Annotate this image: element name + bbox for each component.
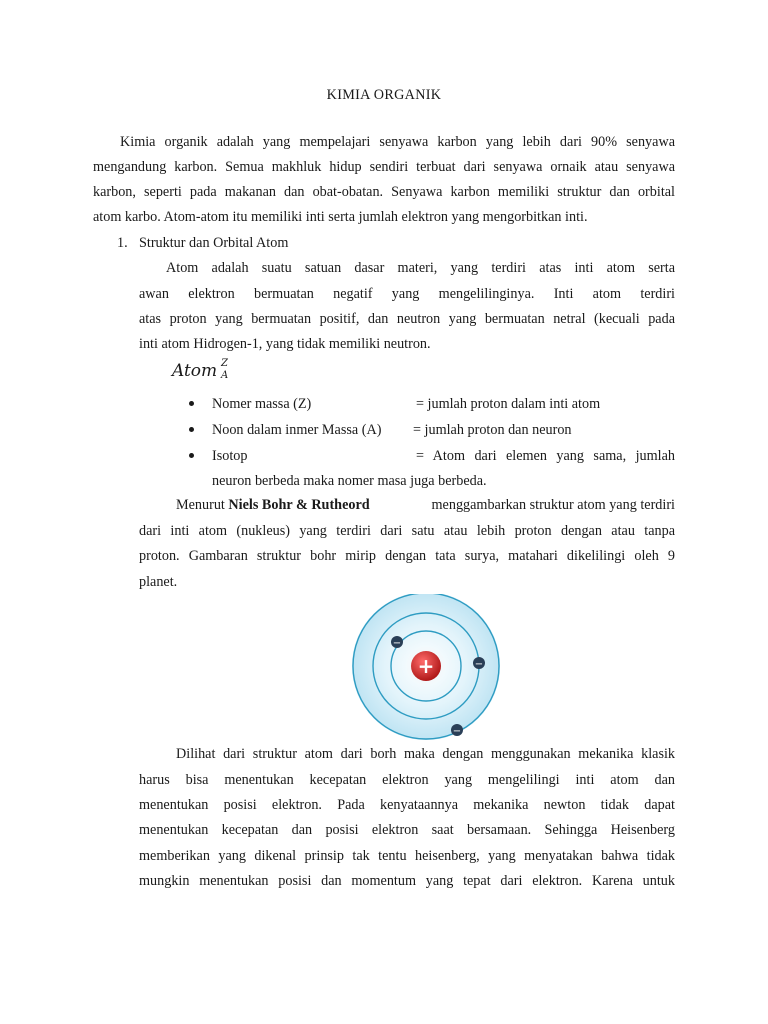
bohr-bold-names: Niels Bohr & Rutheord xyxy=(228,497,370,513)
bullet-definition-2: = jumlah proton dan neuron xyxy=(413,422,572,438)
nucleus-plus-icon: + xyxy=(417,654,435,678)
atom-para-line-2: awan elektron bermuatan negatif yang mengelilinginya. Inti atom terdiri xyxy=(139,286,675,302)
intro-line-3: karbon, seperti pada makanan dan obat-obatan. Senyawa karbon memiliki struktur dan orbital xyxy=(93,184,675,200)
electron-minus-icon: − xyxy=(474,659,484,670)
electron-minus-icon: − xyxy=(392,638,402,649)
bullet-term-1: Nomer massa (Z) xyxy=(212,396,312,412)
heisenberg-line-1: Dilihat dari struktur atom dari borh maka dengan menggunakan mekanika klasik xyxy=(176,746,675,762)
atom-para-line-1: Atom adalah suatu satuan dasar materi, yang terdiri atas inti atom serta xyxy=(166,260,675,276)
heisenberg-line-5: memberikan yang dikenal prinsip tak tentu heisenberg, yang menyatakan bahwa tidak xyxy=(139,848,675,864)
bohr-lead: Menurut xyxy=(176,497,225,513)
bullet-term-3: Isotop xyxy=(212,448,248,464)
formula-subscript: A xyxy=(221,370,229,381)
section-number: 1. xyxy=(117,235,128,251)
bohr-atom-diagram xyxy=(346,594,506,742)
heisenberg-line-2: harus bisa menentukan kecepatan elektron yang mengelilingi inti atom dan xyxy=(139,772,675,788)
heisenberg-line-4: menentukan kecepatan dan posisi elektron saat bersamaan. Sehingga Heisenberg xyxy=(139,822,675,838)
electron-minus-icon: − xyxy=(452,726,462,737)
electron-3 xyxy=(451,724,463,737)
electron-2 xyxy=(473,657,485,670)
bohr-rest: menggambarkan struktur atom yang terdiri xyxy=(431,497,675,513)
electron-1 xyxy=(391,636,403,649)
bohr-para-line-3: proton. Gambaran struktur bohr mirip dengan tata surya, matahari dikelilingi oleh 9 xyxy=(139,548,675,564)
bullet-dot-icon xyxy=(189,453,194,458)
bullet-term-2: Noon dalam inmer Massa (A) xyxy=(212,422,382,438)
bullet-definition-3: = Atom dari elemen yang sama, jumlah xyxy=(416,448,675,464)
intro-line-2: mengandung karbon. Semua makhluk hidup sendiri terbuat dari senyawa ornaik atau senyawa xyxy=(93,159,675,175)
heisenberg-line-6: mungkin menentukan posisi dan momentum yang tepat dari elektron. Karena untuk xyxy=(139,873,675,889)
bullet-definition-1: = jumlah proton dalam inti atom xyxy=(416,396,601,412)
atom-formula xyxy=(172,358,229,381)
bullet-dot-icon xyxy=(189,401,194,406)
bohr-para-line-2: dari inti atom (nukleus) yang terdiri dari satu atau lebih proton dengan atau tanpa xyxy=(139,523,675,539)
bohr-para-line-1 xyxy=(139,496,675,514)
bullet-dot-icon xyxy=(189,427,194,432)
formula-base: Atom xyxy=(172,361,218,381)
atom-para-line-4: inti atom Hidrogen-1, yang tidak memiliki neutron. xyxy=(139,336,431,352)
document-title: KIMIA ORGANIK xyxy=(326,87,442,103)
bullet-continuation-3: neuron berbeda maka nomer masa juga berbeda. xyxy=(212,473,487,489)
heisenberg-line-3: menentukan posisi elektron. Pada kenyataannya mekanika newton tidak dapat xyxy=(139,797,675,813)
atom-para-line-3: atas proton yang bermuatan positif, dan neutron yang bermuatan netral (kecuali pada xyxy=(139,311,675,327)
intro-line-1: Kimia organik adalah yang mempelajari senyawa karbon yang lebih dari 90% senyawa xyxy=(120,134,675,150)
bohr-para-line-4: planet. xyxy=(139,574,178,590)
section-heading: Struktur dan Orbital Atom xyxy=(139,235,289,251)
formula-superscript: Z xyxy=(221,358,228,369)
intro-line-4: atom karbo. Atom-atom itu memiliki inti serta jumlah elektron yang mengorbitkan inti. xyxy=(93,209,588,225)
